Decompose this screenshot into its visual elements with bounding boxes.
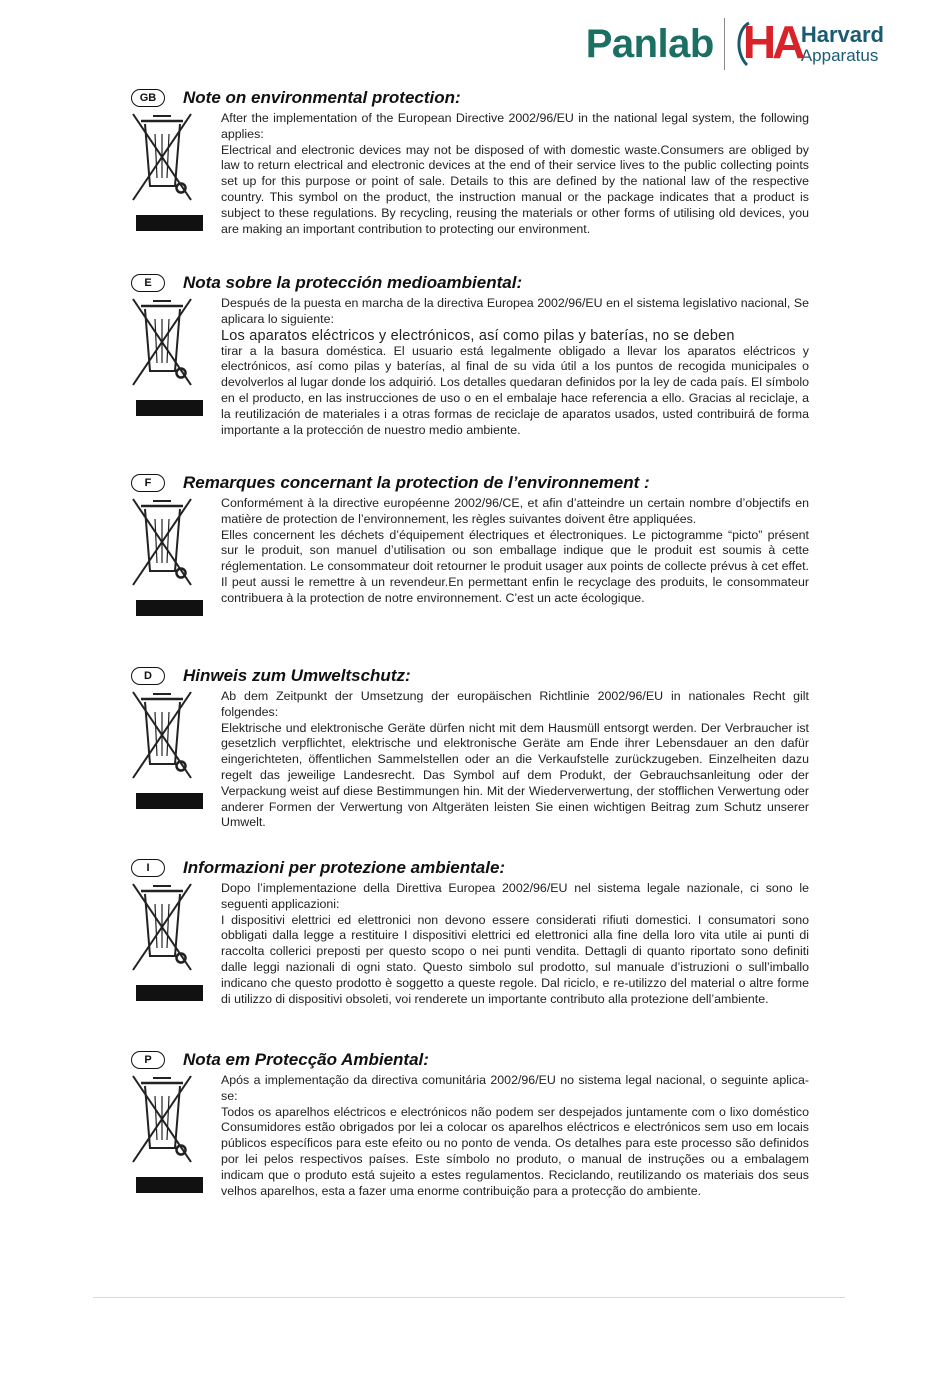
crossed-bin-icon: [131, 882, 193, 974]
section-title: Nota sobre la protección medioambiental:: [183, 273, 523, 292]
black-bar: [136, 1177, 203, 1193]
paragraph: Elektrische und elektronische Geräte dürfen nicht mit dem Hausmüll entsorgt werden. Der Verbraucher ist gesetzlich verpflichtet, elektrische und elektronische Geräte am Ende ihrer Lebensdauer an den dafür eingerichteten, öffentlichen Sammelstellen oder an die Verkaufstelle zurückzugeben. Einzelheiten dazu regelt das jeweilige Landesrecht. Das Symbol auf dem Produkt, der Gebrauchsanleitung oder der Verpackung weist auf diese Bestimmungen hin. Mit der Wiederverwertung, der stofflichen Verwertung oder anderer Formen der Verwertung von Altgeräten leisten Sie einen wichtigen Beitrag zum Schutz unserer Umwelt.: [221, 720, 809, 830]
ha-mark-text: HA: [742, 16, 802, 68]
logo-divider: [724, 18, 725, 70]
paragraph: Después de la puesta en marcha de la directiva Europea 2002/96/EU en el sistema legislativo nacional, Se aplicara lo siguiente:: [221, 296, 809, 326]
section-body: [221, 689, 809, 831]
section-header: [131, 273, 522, 293]
language-badge: GB: [131, 89, 165, 107]
section-body: [221, 881, 809, 1007]
black-bar: [136, 400, 203, 416]
language-badge: F: [131, 474, 165, 492]
section-title: Remarques concernant la protection de l’environnement :: [183, 473, 650, 492]
crossed-bin-icon: [131, 112, 193, 204]
paragraph: Conformément à la directive européenne 2002/96/CE, et afin d’atteindre un certain nombre d’objectifs en matière de protection de l’environnement, les règles suivantes doivent être appliquées.: [221, 496, 809, 526]
paragraph: After the implementation of the European Directive 2002/96/EU in the national legal system, the following applies:: [221, 111, 809, 141]
footer-divider: [93, 1297, 845, 1298]
crossed-bin-icon: [131, 1074, 193, 1166]
section-body: [221, 1073, 809, 1199]
header-logos: [586, 14, 884, 74]
apparatus-text: Apparatus: [800, 46, 879, 65]
section-body: [221, 496, 809, 607]
section-header: [131, 858, 505, 878]
section-title: Note on environmental protection:: [183, 88, 461, 107]
paragraph: Dopo l’implementazione della Direttiva Europea 2002/96/EU nel sistema legale nazionale, ci sono le seguenti applicazioni:: [221, 881, 809, 911]
section-header: [131, 666, 411, 686]
language-badge: E: [131, 274, 165, 292]
section-header: [131, 473, 650, 493]
panlab-logo: Panlab: [585, 21, 714, 66]
section-body: [221, 296, 809, 438]
crossed-bin-icon: [131, 690, 193, 782]
section-header: [131, 88, 461, 108]
paragraph: Los aparatos eléctricos y electrónicos, así como pilas y baterías, no se deben: [221, 327, 735, 344]
paragraph: Ab dem Zeitpunkt der Umsetzung der europäischen Richtlinie 2002/96/EU in nationales Recht gilt folgendes:: [221, 689, 809, 719]
section-header: [131, 1050, 429, 1070]
black-bar: [136, 793, 203, 809]
harvard-text: Harvard: [800, 22, 884, 47]
paragraph: Após a implementação da directiva comunitária 2002/96/EU no sistema legal nacional, o seguinte aplica-se:: [221, 1073, 809, 1103]
section-title: Nota em Protecção Ambiental:: [183, 1050, 429, 1069]
section-title: Hinweis zum Umweltschutz:: [183, 666, 411, 685]
language-badge: D: [131, 667, 165, 685]
language-badge: I: [131, 859, 165, 877]
harvard-apparatus-ha-logo: [735, 16, 802, 69]
paragraph: Todos os aparelhos eléctricos e electrónicos não podem ser despejados juntamente com o lixo doméstico Consumidores estão obrigados por lei a colocar os aparelhos eléctricos e electrónicos sem uso em locais públicos específicos para este efeito ou no ponto de venda. Os detalhes para este processo são definidos por lei pelos respectivos países. Este símbolo no produto, o manual de instruções ou a embalagem indicam que o produto está sujeito a estes regulamentos. Reciclando, reutilizando os materiais dos seus velhos aparelhos, esta a fazer uma enorme contribuição para a protecção do ambiente.: [221, 1104, 809, 1198]
crossed-bin-icon: [131, 297, 193, 389]
paragraph: tirar a la basura doméstica. El usuario está legalmente obligado a llevar los aparatos eléctricos y electrónicos, así como pilas y baterías, al final de su vida útil a los puntos de recogida municipales o devolverlos al lugar donde los adquirió. Los detalles quedaran definidos por la ley de cada país. El símbolo en el producto, en las instrucciones de uso o en el embalaje hace referencia a ello. Gracias al reciclaje, a la reutilización de materiales i a otras formas de reciclaje de aparatos usados, usted contribuirá de forma importante a la protección de nuestro medio ambiente.: [221, 343, 809, 437]
section-body: [221, 111, 809, 237]
crossed-bin-icon: [131, 497, 193, 589]
black-bar: [136, 600, 203, 616]
paragraph: Elles concernent les déchets d’équipement électriques et électroniques. Le pictogramme “picto” présent sur le produit, son manuel d’utilisation ou son emballage indique que le produit est soumis à cette réglementation. Le consommateur doit retourner le produit usager aux points de collecte prévus à cet effet. Il peut aussi le remettre à un revendeur.En permettant enfin le recyclage des produits, le consommateur contribuera à la protection de notre environnement. C’est un acte écologique.: [221, 527, 809, 605]
language-badge: P: [131, 1051, 165, 1069]
paragraph: Electrical and electronic devices may not be disposed of with domestic waste.Consumers are obliged by law to return electrical and electronic devices at the end of their service lives to the public collecting points set up for this purpose or point of sale. Details to this are defined by the national law of the respective country. This symbol on the product, the instruction manual or the package indicates that a product is subject to these regulations. By recycling, reusing the materials or other forms of utilising old devices, you are making an important contribution to protecting our environment.: [221, 142, 809, 236]
paragraph: I dispositivi elettrici ed elettronici non devono essere considerati rifiuti domestici. I consumatori sono obbligati dalla legge a restituire I dispositivi elettrici ed elettronici alla fine della loro vita utile ai punti di raccolta collerici preposti per questo scopo o nei punti vendita. Dettagli di quanto riportato sono definiti dalle leggi nazionali di ogni stato. Questo simbolo sul prodotto, sul manuale d’istruzioni o sull’imballo indicano che questo prodotto è soggetto a queste regole. Dal riciclo, e re-utilizzo del material o altre forme di utilizzo di dispositivi obsoleti, voi renderete un importante contributo alla protezione dell’ambiente.: [221, 912, 809, 1006]
black-bar: [136, 215, 203, 231]
section-title: Informazioni per protezione ambientale:: [183, 858, 506, 877]
black-bar: [136, 985, 203, 1001]
harvard-apparatus-wordmark: [801, 24, 884, 64]
